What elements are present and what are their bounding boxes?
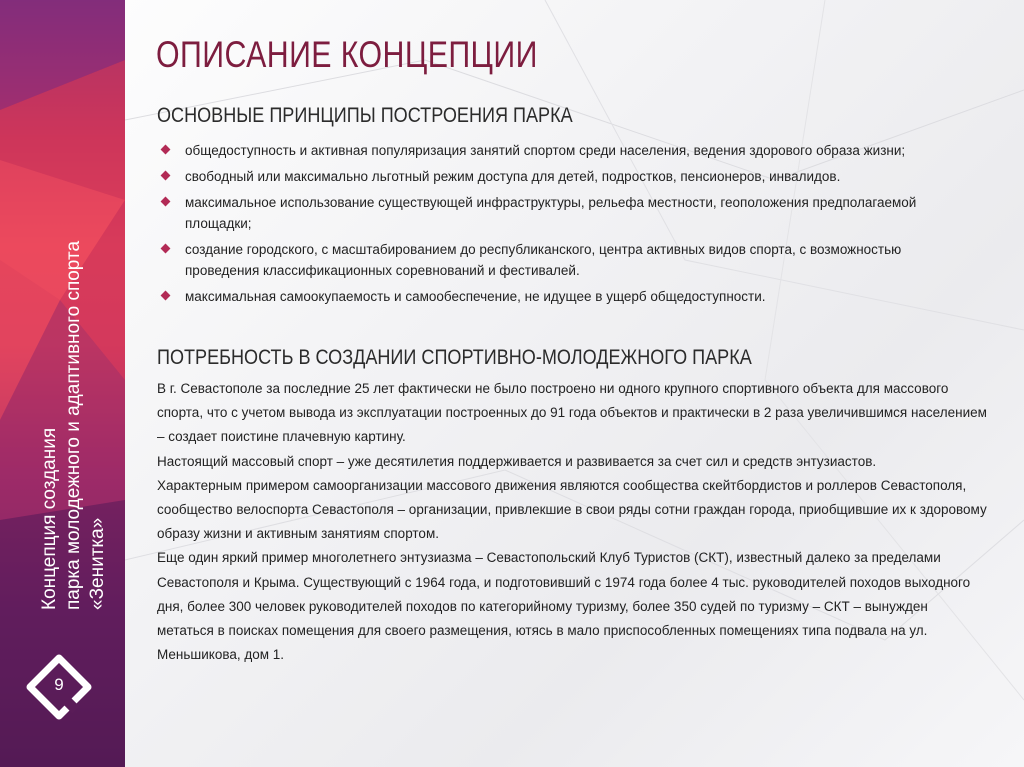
section-heading-need: ПОТРЕБНОСТЬ В СОЗДАНИИ СПОРТИВНО-МОЛОДЕЖНОГО ПАРКА bbox=[157, 346, 752, 369]
caption-line-3: «Зенитка» bbox=[87, 517, 108, 610]
paragraph: Характерным примером самоорганизации массового движения являются сообщества скейтбордистов и роллеров Севастополя, сообщество велоспорта Севастополя – организации, привлекшие в свои ряды сотни граждан города, приобщившие их к здоровому образу жизни и активным занятиям спортом. bbox=[157, 477, 987, 542]
list-item: общедоступность и активная популяризация занятий спортом среди населения, ведения здорового образа жизни; bbox=[160, 140, 950, 161]
list-item: максимальная самоокупаемость и самообеспечение, не идущее в ущерб общедоступности. bbox=[160, 286, 950, 307]
bullet-diamond-icon bbox=[161, 244, 171, 254]
paragraph: В г. Севастополе за последние 25 лет фактически не было построено ни одного крупного спортивного объекта для массового спорта, что с учетом вывода из эксплуатации построенных до 91 года объектов и практически в 2 раза увеличившимся населением – создает поистине плачевную картину. bbox=[157, 381, 987, 445]
list-item: свободный или максимально льготный режим доступа для детей, подростков, пенсионеров, инвалидов. bbox=[160, 166, 950, 187]
caption-line-2: парка молодежного и адаптивного спорта bbox=[63, 240, 84, 610]
section-heading-principles: ОСНОВНЫЕ ПРИНЦИПЫ ПОСТРОЕНИЯ ПАРКА bbox=[157, 104, 573, 127]
principles-list bbox=[160, 140, 950, 312]
paragraph: Еще один яркий пример многолетнего энтузиазма – Севастопольский Клуб Туристов (СКТ), известный далеко за пределами Севастополя и Крыма. Существующий с 1964 года, и подготовивший с 1974 года более 4 тыс. руководителей походов выходного дня, более 300 человек руководителей походов по категорийному туризму, более 350 судей по туризму – СКТ – вынужден метаться в поисках помещения для своего размещения, ютясь в мало приспособленных помещениях типа подвала на ул. Меньшикова, дом 1. bbox=[157, 550, 971, 663]
sidebar bbox=[0, 0, 125, 767]
paragraph: Настоящий массовый спорт – уже десятилетия поддерживается и развивается за счет сил и средств энтузиастов. bbox=[157, 453, 877, 469]
caption-line-1: Концепция создания bbox=[39, 427, 60, 610]
page-number: 9 bbox=[54, 675, 64, 694]
bullet-diamond-icon bbox=[161, 197, 171, 207]
bullet-diamond-icon bbox=[161, 145, 171, 155]
vertical-caption bbox=[38, 230, 110, 610]
list-item: создание городского, с масштабированием до республиканского, центра активных видов спорта, с возможностью проведения классификационных соревнований и фестивалей. bbox=[160, 239, 950, 281]
need-body bbox=[157, 377, 987, 667]
page-title: ОПИСАНИЕ КОНЦЕПЦИИ bbox=[156, 34, 538, 75]
bullet-diamond-icon bbox=[161, 171, 171, 181]
bullet-diamond-icon bbox=[161, 291, 171, 301]
list-item: максимальное использование существующей инфраструктуры, рельефа местности, геоположения предполагаемой площадки; bbox=[160, 192, 950, 234]
